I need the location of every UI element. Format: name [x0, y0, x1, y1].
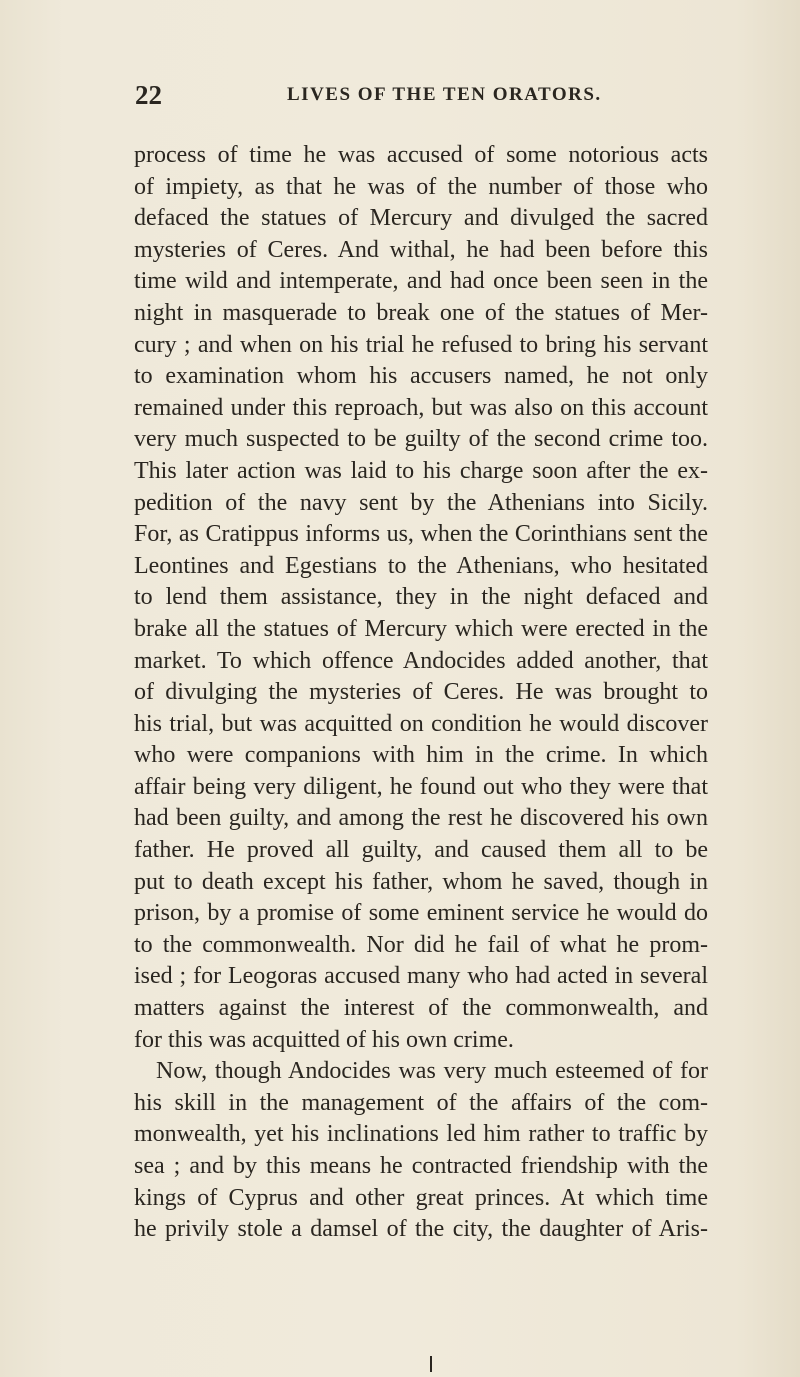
text-line: process of time he was accused of some notorious acts [134, 142, 708, 168]
text-line: he privily stole a damsel of the city, the daughter of Aris- [134, 1216, 708, 1243]
text-line: ised ; for Leogoras accused many who had acted in several [134, 963, 708, 990]
text-line: prison, by a promise of some eminent service he would do [134, 900, 708, 927]
running-head: LIVES OF THE TEN ORATORS. [287, 84, 602, 105]
text-line: defaced the statues of Mercury and divulged the sacred [134, 205, 708, 232]
text-line: to examination whom his accusers named, he not only [134, 363, 708, 390]
text-line: put to death except his father, whom he saved, though in [134, 868, 708, 895]
text-line: This later action was laid to his charge soon after the ex- [134, 457, 708, 484]
text-line: to the commonwealth. Nor did he fail of what he prom- [134, 931, 708, 958]
text-line: father. He proved all guilty, and caused them all to be [134, 837, 708, 864]
page-mark [430, 1356, 432, 1372]
text-line: very much suspected to be guilty of the second crime too. [134, 426, 708, 453]
text-line: of impiety, as that he was of the number of those who [134, 173, 708, 200]
text-line: time wild and intemperate, and had once been seen in the [134, 268, 708, 295]
text-line: who were companions with him in the crime. In which [134, 742, 708, 769]
text-line: night in masquerade to break one of the statues of Mer- [134, 299, 708, 326]
text-line: matters against the interest of the commonwealth, and [134, 995, 708, 1022]
text-line: sea ; and by this means he contracted friendship with the [134, 1153, 708, 1179]
text-line: mysteries of Ceres. And withal, he had been before this [134, 236, 708, 263]
text-line: monwealth, yet his inclinations led him rather to traffic by [134, 1121, 708, 1148]
body-text [134, 140, 708, 1246]
text-line: cury ; and when on his trial he refused to bring his servant [134, 331, 708, 358]
page-number: 22 [135, 80, 162, 110]
text-line: For, as Cratippus informs us, when the Corinthians sent the [134, 521, 708, 548]
text-line: market. To which offence Andocides added another, that [134, 647, 708, 674]
text-line: brake all the statues of Mercury which were erected in the [134, 615, 708, 642]
text-line: his trial, but was acquitted on condition he would discover [134, 710, 708, 737]
text-line: to lend them assistance, they in the night defaced and [134, 584, 708, 611]
text-line: affair being very diligent, he found out who they were that [134, 773, 708, 800]
text-line: had been guilty, and among the rest he discovered his own [134, 805, 708, 832]
text-line: Now, though Andocides was very much esteemed of for [156, 1058, 708, 1085]
text-line: his skill in the management of the affairs of the com- [134, 1089, 708, 1116]
text-line: Leontines and Egestians to the Athenians, who hesitated [134, 552, 708, 579]
text-line: of divulging the mysteries of Ceres. He was brought to [134, 679, 708, 706]
text-line: kings of Cyprus and other great princes. At which time [134, 1184, 708, 1211]
text-line: for this was acquitted of his own crime. [134, 1026, 514, 1053]
text-line: pedition of the navy sent by the Athenians into Sicily. [134, 489, 708, 516]
page-header [135, 80, 700, 116]
text-line: remained under this reproach, but was also on this account [134, 394, 708, 421]
